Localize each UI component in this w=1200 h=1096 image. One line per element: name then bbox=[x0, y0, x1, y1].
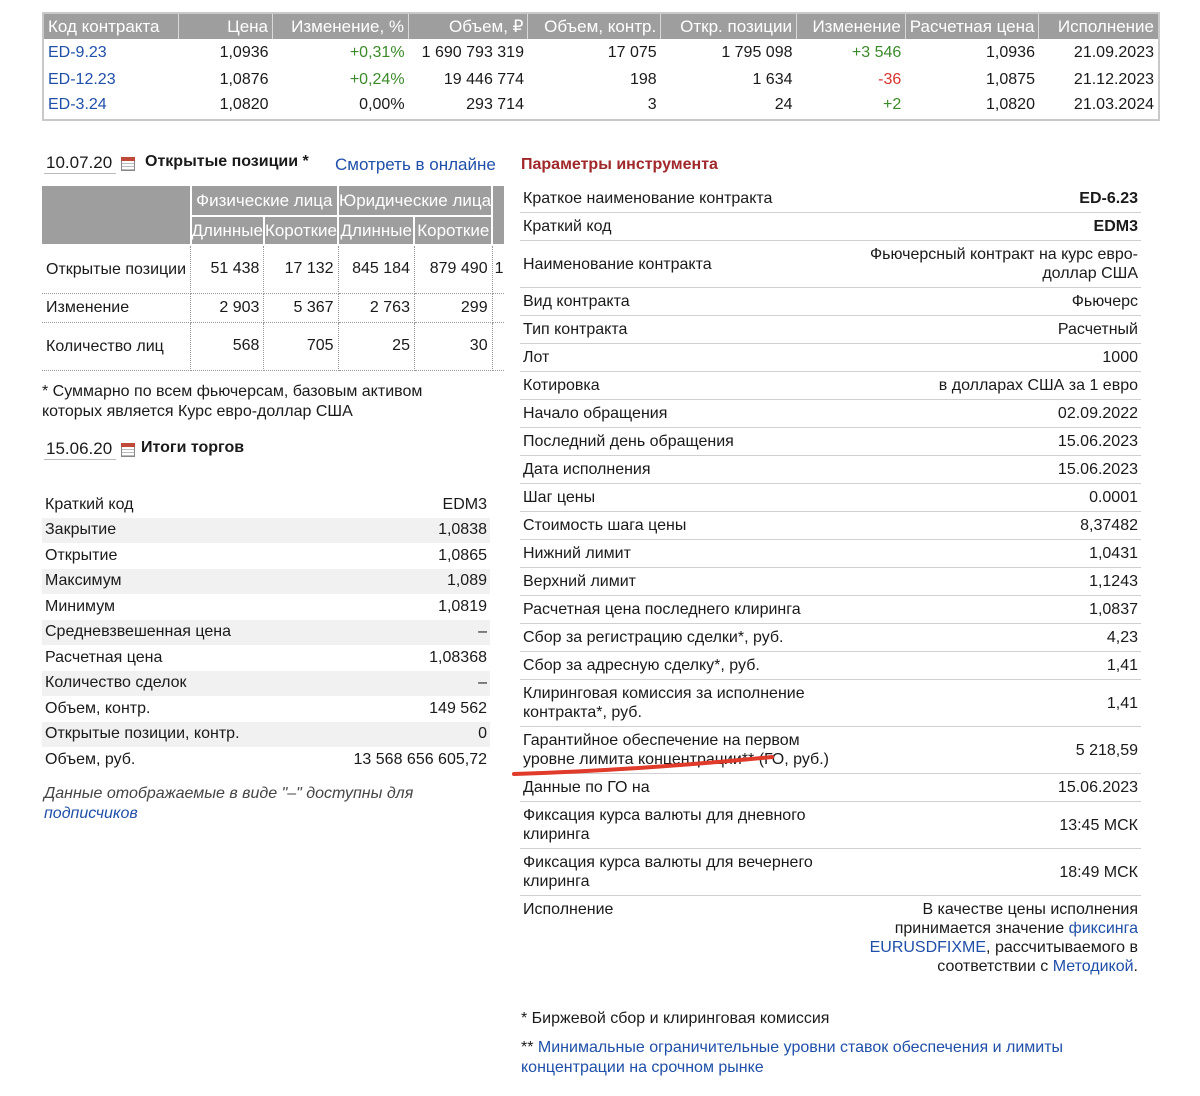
param-value: 15.06.2023 bbox=[840, 456, 1141, 484]
param-row bbox=[520, 484, 1141, 512]
empty-header bbox=[42, 186, 191, 245]
value-cell: 30 bbox=[414, 322, 492, 370]
row-label: Краткий код bbox=[45, 495, 134, 513]
open-positions-date-input[interactable]: 10.07.20 bbox=[44, 153, 116, 174]
row-label: Объем, руб. bbox=[45, 750, 136, 768]
column-header[interactable]: Объем, ₽ bbox=[409, 13, 528, 39]
table-header-row bbox=[43, 13, 1159, 39]
execution-text: , рассчитываемого в соответствии с bbox=[937, 939, 1138, 975]
param-value: 1,41 bbox=[840, 680, 1141, 727]
open-positions-note: * Суммарно по всем фьючерсам, базовым активом которых является Курс евро-доллар США bbox=[42, 383, 423, 420]
value-cell: 2 903 bbox=[191, 293, 264, 322]
row-label: Открытые позиции bbox=[42, 245, 191, 293]
column-header: Короткие bbox=[264, 216, 338, 245]
contract-code-link[interactable]: ED-12.23 bbox=[48, 70, 116, 88]
table-row bbox=[42, 518, 490, 544]
table-row bbox=[42, 293, 504, 322]
table-row bbox=[42, 671, 490, 697]
settle-price-cell: 1,0936 bbox=[986, 43, 1035, 61]
calendar-icon[interactable] bbox=[121, 443, 135, 457]
execution-text: В качестве цены исполнения принимается значение bbox=[894, 901, 1138, 937]
param-value: 5 218,59 bbox=[840, 727, 1141, 774]
param-value: 4,23 bbox=[840, 624, 1141, 652]
param-label: Фиксация курса валюты для дневного клиринга bbox=[520, 802, 840, 849]
params-title: Параметры инструмента bbox=[521, 156, 718, 173]
param-row bbox=[520, 568, 1141, 596]
row-value: 0 bbox=[306, 722, 490, 748]
param-label: Стоимость шага цены bbox=[520, 512, 840, 540]
subscribers-link[interactable]: подписчиков bbox=[44, 805, 138, 822]
methodology-link[interactable]: Методикой bbox=[1052, 958, 1134, 975]
subscriber-note bbox=[44, 784, 413, 824]
param-row bbox=[520, 652, 1141, 680]
row-label: Максимум bbox=[42, 569, 306, 595]
param-label: Верхний лимит bbox=[520, 568, 840, 596]
open-positions-cell: 24 bbox=[774, 95, 793, 113]
param-row bbox=[520, 316, 1141, 344]
row-value: 13 568 656 605,72 bbox=[353, 750, 487, 768]
group-header-row bbox=[42, 186, 504, 216]
param-label: Клиринговая комиссия за исполнение контракта*, руб. bbox=[520, 680, 840, 727]
oi-change-cell: -36 bbox=[878, 70, 902, 88]
subscriber-note-text: Данные отображаемые в виде "–" доступны для bbox=[44, 785, 414, 802]
column-group-header: Физические лица bbox=[191, 186, 338, 216]
expiry-cell: 21.03.2024 bbox=[1073, 95, 1154, 113]
footnote-fees: * Биржевой сбор и клиринговая комиссия bbox=[521, 1010, 830, 1027]
row-label: Количество лиц bbox=[42, 322, 191, 370]
row-label: Открытие bbox=[45, 546, 118, 564]
param-row bbox=[520, 428, 1141, 456]
change-pct-cell: 0,00% bbox=[359, 95, 405, 113]
param-label: Гарантийное обеспечение на первом уровне лимита концентрации** (ГО, руб.) bbox=[520, 727, 840, 774]
execution-description bbox=[840, 896, 1141, 981]
row-value: EDM3 bbox=[442, 495, 487, 513]
param-label: Краткий код bbox=[520, 213, 840, 241]
volume-contracts-cell: 3 bbox=[647, 95, 657, 113]
param-label: Начало обращения bbox=[520, 400, 840, 428]
param-label: Данные по ГО на bbox=[520, 774, 840, 802]
price-cell: 1,0820 bbox=[219, 95, 269, 113]
volume-rub-cell: 293 714 bbox=[466, 95, 524, 113]
column-header[interactable]: Объем, контр. bbox=[528, 13, 661, 39]
param-label: Вид контракта bbox=[520, 288, 840, 316]
column-header[interactable]: Изменение bbox=[797, 13, 906, 39]
param-value: 0.0001 bbox=[840, 484, 1141, 512]
table-row bbox=[42, 492, 490, 518]
contract-code-link[interactable]: ED-9.23 bbox=[48, 43, 107, 61]
footnote-margin bbox=[521, 1038, 1121, 1078]
trading-date-input[interactable]: 15.06.20 bbox=[44, 439, 116, 460]
open-positions-table bbox=[42, 186, 504, 371]
param-label: Исполнение bbox=[523, 901, 614, 918]
param-row bbox=[520, 540, 1141, 568]
price-cell: 1,0936 bbox=[219, 43, 269, 61]
table-row bbox=[42, 645, 490, 671]
volume-contracts-cell: 17 075 bbox=[607, 43, 657, 61]
param-value: 1,0837 bbox=[840, 596, 1141, 624]
table-row bbox=[42, 696, 490, 722]
param-row bbox=[520, 802, 1141, 849]
param-value: 02.09.2022 bbox=[840, 400, 1141, 428]
value-cell: 17 132 bbox=[264, 245, 338, 293]
fixing-link[interactable]: фиксинга EURUSDFIXME bbox=[869, 920, 1138, 956]
param-label: Расчетная цена последнего клиринга bbox=[520, 596, 840, 624]
column-group-header: Юридические лица bbox=[338, 186, 492, 216]
param-label: Фиксация курса валюты для вечернего клиринга bbox=[520, 849, 840, 896]
cut-header bbox=[492, 186, 503, 245]
param-value: 13:45 МСК bbox=[840, 802, 1141, 849]
param-value: Фьючерсный контракт на курс евро-доллар США bbox=[840, 241, 1141, 288]
volume-contracts-cell: 198 bbox=[630, 70, 657, 88]
param-value: Расчетный bbox=[840, 316, 1141, 344]
row-label: Изменение bbox=[42, 293, 191, 322]
param-value: в долларах США за 1 евро bbox=[840, 372, 1141, 400]
row-value: – bbox=[306, 671, 490, 697]
param-row bbox=[520, 456, 1141, 484]
column-header[interactable]: Откр. позиции bbox=[661, 13, 797, 39]
param-row bbox=[520, 372, 1141, 400]
calendar-icon[interactable] bbox=[121, 157, 135, 171]
table-row bbox=[42, 594, 490, 620]
param-row bbox=[520, 344, 1141, 372]
table-row bbox=[42, 747, 490, 773]
row-label: Объем, контр. bbox=[45, 699, 151, 717]
value-cell: 705 bbox=[264, 322, 338, 370]
column-header: Длинные bbox=[191, 216, 264, 245]
table-row bbox=[42, 620, 490, 646]
param-value: 8,37482 bbox=[840, 512, 1141, 540]
param-value: 1000 bbox=[840, 344, 1141, 372]
table-row bbox=[42, 569, 490, 595]
param-row bbox=[520, 680, 1141, 727]
open-positions-title: Открытые позиции * bbox=[145, 153, 309, 170]
trading-results-table bbox=[42, 492, 490, 773]
row-label: Открытые позиции, контр. bbox=[42, 722, 306, 748]
change-pct-cell: +0,24% bbox=[349, 70, 405, 88]
param-row bbox=[520, 896, 1141, 981]
value-cell: 51 438 bbox=[191, 245, 264, 293]
value-cell: 568 bbox=[191, 322, 264, 370]
volume-rub-cell: 1 690 793 319 bbox=[421, 43, 524, 61]
oi-change-cell: +2 bbox=[883, 95, 902, 113]
param-value: 18:49 МСК bbox=[840, 849, 1141, 896]
param-label: Последний день обращения bbox=[520, 428, 840, 456]
param-label: Дата исполнения bbox=[520, 456, 840, 484]
value-cell: 845 184 bbox=[338, 245, 414, 293]
param-row bbox=[520, 624, 1141, 652]
param-label: Лот bbox=[520, 344, 840, 372]
cut-cell bbox=[492, 293, 503, 322]
value-cell: 25 bbox=[338, 322, 414, 370]
contract-code-link[interactable]: ED-3.24 bbox=[48, 95, 107, 113]
row-value: 1,089 bbox=[306, 569, 490, 595]
expiry-cell: 21.12.2023 bbox=[1073, 70, 1154, 88]
param-value: 15.06.2023 bbox=[840, 774, 1141, 802]
table-row bbox=[43, 66, 1159, 93]
param-value: 15.06.2023 bbox=[840, 428, 1141, 456]
column-header[interactable]: Изменение, % bbox=[273, 13, 409, 39]
row-value: 1,0819 bbox=[438, 597, 487, 615]
param-value: 1,1243 bbox=[840, 568, 1141, 596]
volume-rub-cell: 19 446 774 bbox=[443, 70, 524, 88]
param-row bbox=[520, 213, 1141, 241]
param-label: Шаг цены bbox=[520, 484, 840, 512]
footnote-marker: ** bbox=[521, 1039, 534, 1056]
table-row bbox=[42, 322, 504, 370]
futures-summary-table bbox=[42, 12, 1160, 121]
table-row bbox=[42, 245, 504, 293]
param-label: Наименование контракта bbox=[520, 241, 840, 288]
column-header[interactable]: Код контракта bbox=[43, 13, 179, 39]
cut-cell bbox=[492, 322, 503, 370]
param-row bbox=[520, 185, 1141, 213]
open-positions-cell: 1 795 098 bbox=[721, 43, 793, 61]
cut-cell: 1 bbox=[492, 245, 503, 293]
param-label: Краткое наименование контракта bbox=[520, 185, 840, 213]
row-value: – bbox=[306, 620, 490, 646]
view-online-link[interactable]: Смотреть в онлайне bbox=[335, 155, 496, 174]
concentration-limits-link[interactable]: Минимальные ограничительные уровни ставок обеспечения и лимиты концентрации на срочном рынке bbox=[521, 1039, 1064, 1076]
param-value: 1,41 bbox=[840, 652, 1141, 680]
trading-results-title: Итоги торгов bbox=[141, 439, 245, 456]
param-label: Сбор за адресную сделку*, руб. bbox=[520, 652, 840, 680]
value-cell: 879 490 bbox=[414, 245, 492, 293]
row-label: Расчетная цена bbox=[45, 648, 163, 666]
table-row bbox=[43, 93, 1159, 120]
price-cell: 1,0876 bbox=[219, 70, 269, 88]
table-row bbox=[42, 722, 490, 748]
value-cell: 2 763 bbox=[338, 293, 414, 322]
param-label: Котировка bbox=[520, 372, 840, 400]
settle-price-cell: 1,0820 bbox=[986, 95, 1035, 113]
param-value: ED-6.23 bbox=[840, 185, 1141, 213]
red-underline-annotation bbox=[510, 752, 780, 780]
oi-change-cell: +3 546 bbox=[851, 43, 902, 61]
column-header: Длинные bbox=[338, 216, 414, 245]
settle-price-cell: 1,0875 bbox=[986, 70, 1035, 88]
column-header: Короткие bbox=[414, 216, 492, 245]
row-value: 1,08368 bbox=[429, 648, 487, 666]
value-cell: 5 367 bbox=[264, 293, 338, 322]
param-label: Сбор за регистрацию сделки*, руб. bbox=[520, 624, 840, 652]
row-value: 149 562 bbox=[429, 699, 487, 717]
expiry-cell: 21.09.2023 bbox=[1073, 43, 1154, 61]
row-label: Минимум bbox=[45, 597, 116, 615]
param-value: 1,0431 bbox=[840, 540, 1141, 568]
row-label: Закрытие bbox=[42, 518, 306, 544]
value-cell: 299 bbox=[414, 293, 492, 322]
instrument-params-table bbox=[520, 185, 1141, 980]
row-label: Средневзвешенная цена bbox=[42, 620, 306, 646]
open-positions-cell: 1 634 bbox=[752, 70, 793, 88]
param-row bbox=[520, 241, 1141, 288]
change-pct-cell: +0,31% bbox=[349, 43, 405, 61]
column-header[interactable]: Расчетная цена bbox=[905, 13, 1039, 39]
row-value: 1,0865 bbox=[438, 546, 487, 564]
param-row bbox=[520, 512, 1141, 540]
row-value: 1,0838 bbox=[306, 518, 490, 544]
param-label: Тип контракта bbox=[520, 316, 840, 344]
param-row bbox=[520, 596, 1141, 624]
param-label: Нижний лимит bbox=[520, 540, 840, 568]
table-row bbox=[43, 39, 1159, 66]
table-row bbox=[42, 543, 490, 569]
param-row bbox=[520, 288, 1141, 316]
param-row bbox=[520, 849, 1141, 896]
column-header[interactable]: Исполнение bbox=[1039, 13, 1159, 39]
param-value: EDM3 bbox=[840, 213, 1141, 241]
row-label: Количество сделок bbox=[42, 671, 306, 697]
column-header[interactable]: Цена bbox=[179, 13, 273, 39]
param-value: Фьючерс bbox=[840, 288, 1141, 316]
param-row bbox=[520, 400, 1141, 428]
execution-text: . bbox=[1133, 958, 1138, 975]
